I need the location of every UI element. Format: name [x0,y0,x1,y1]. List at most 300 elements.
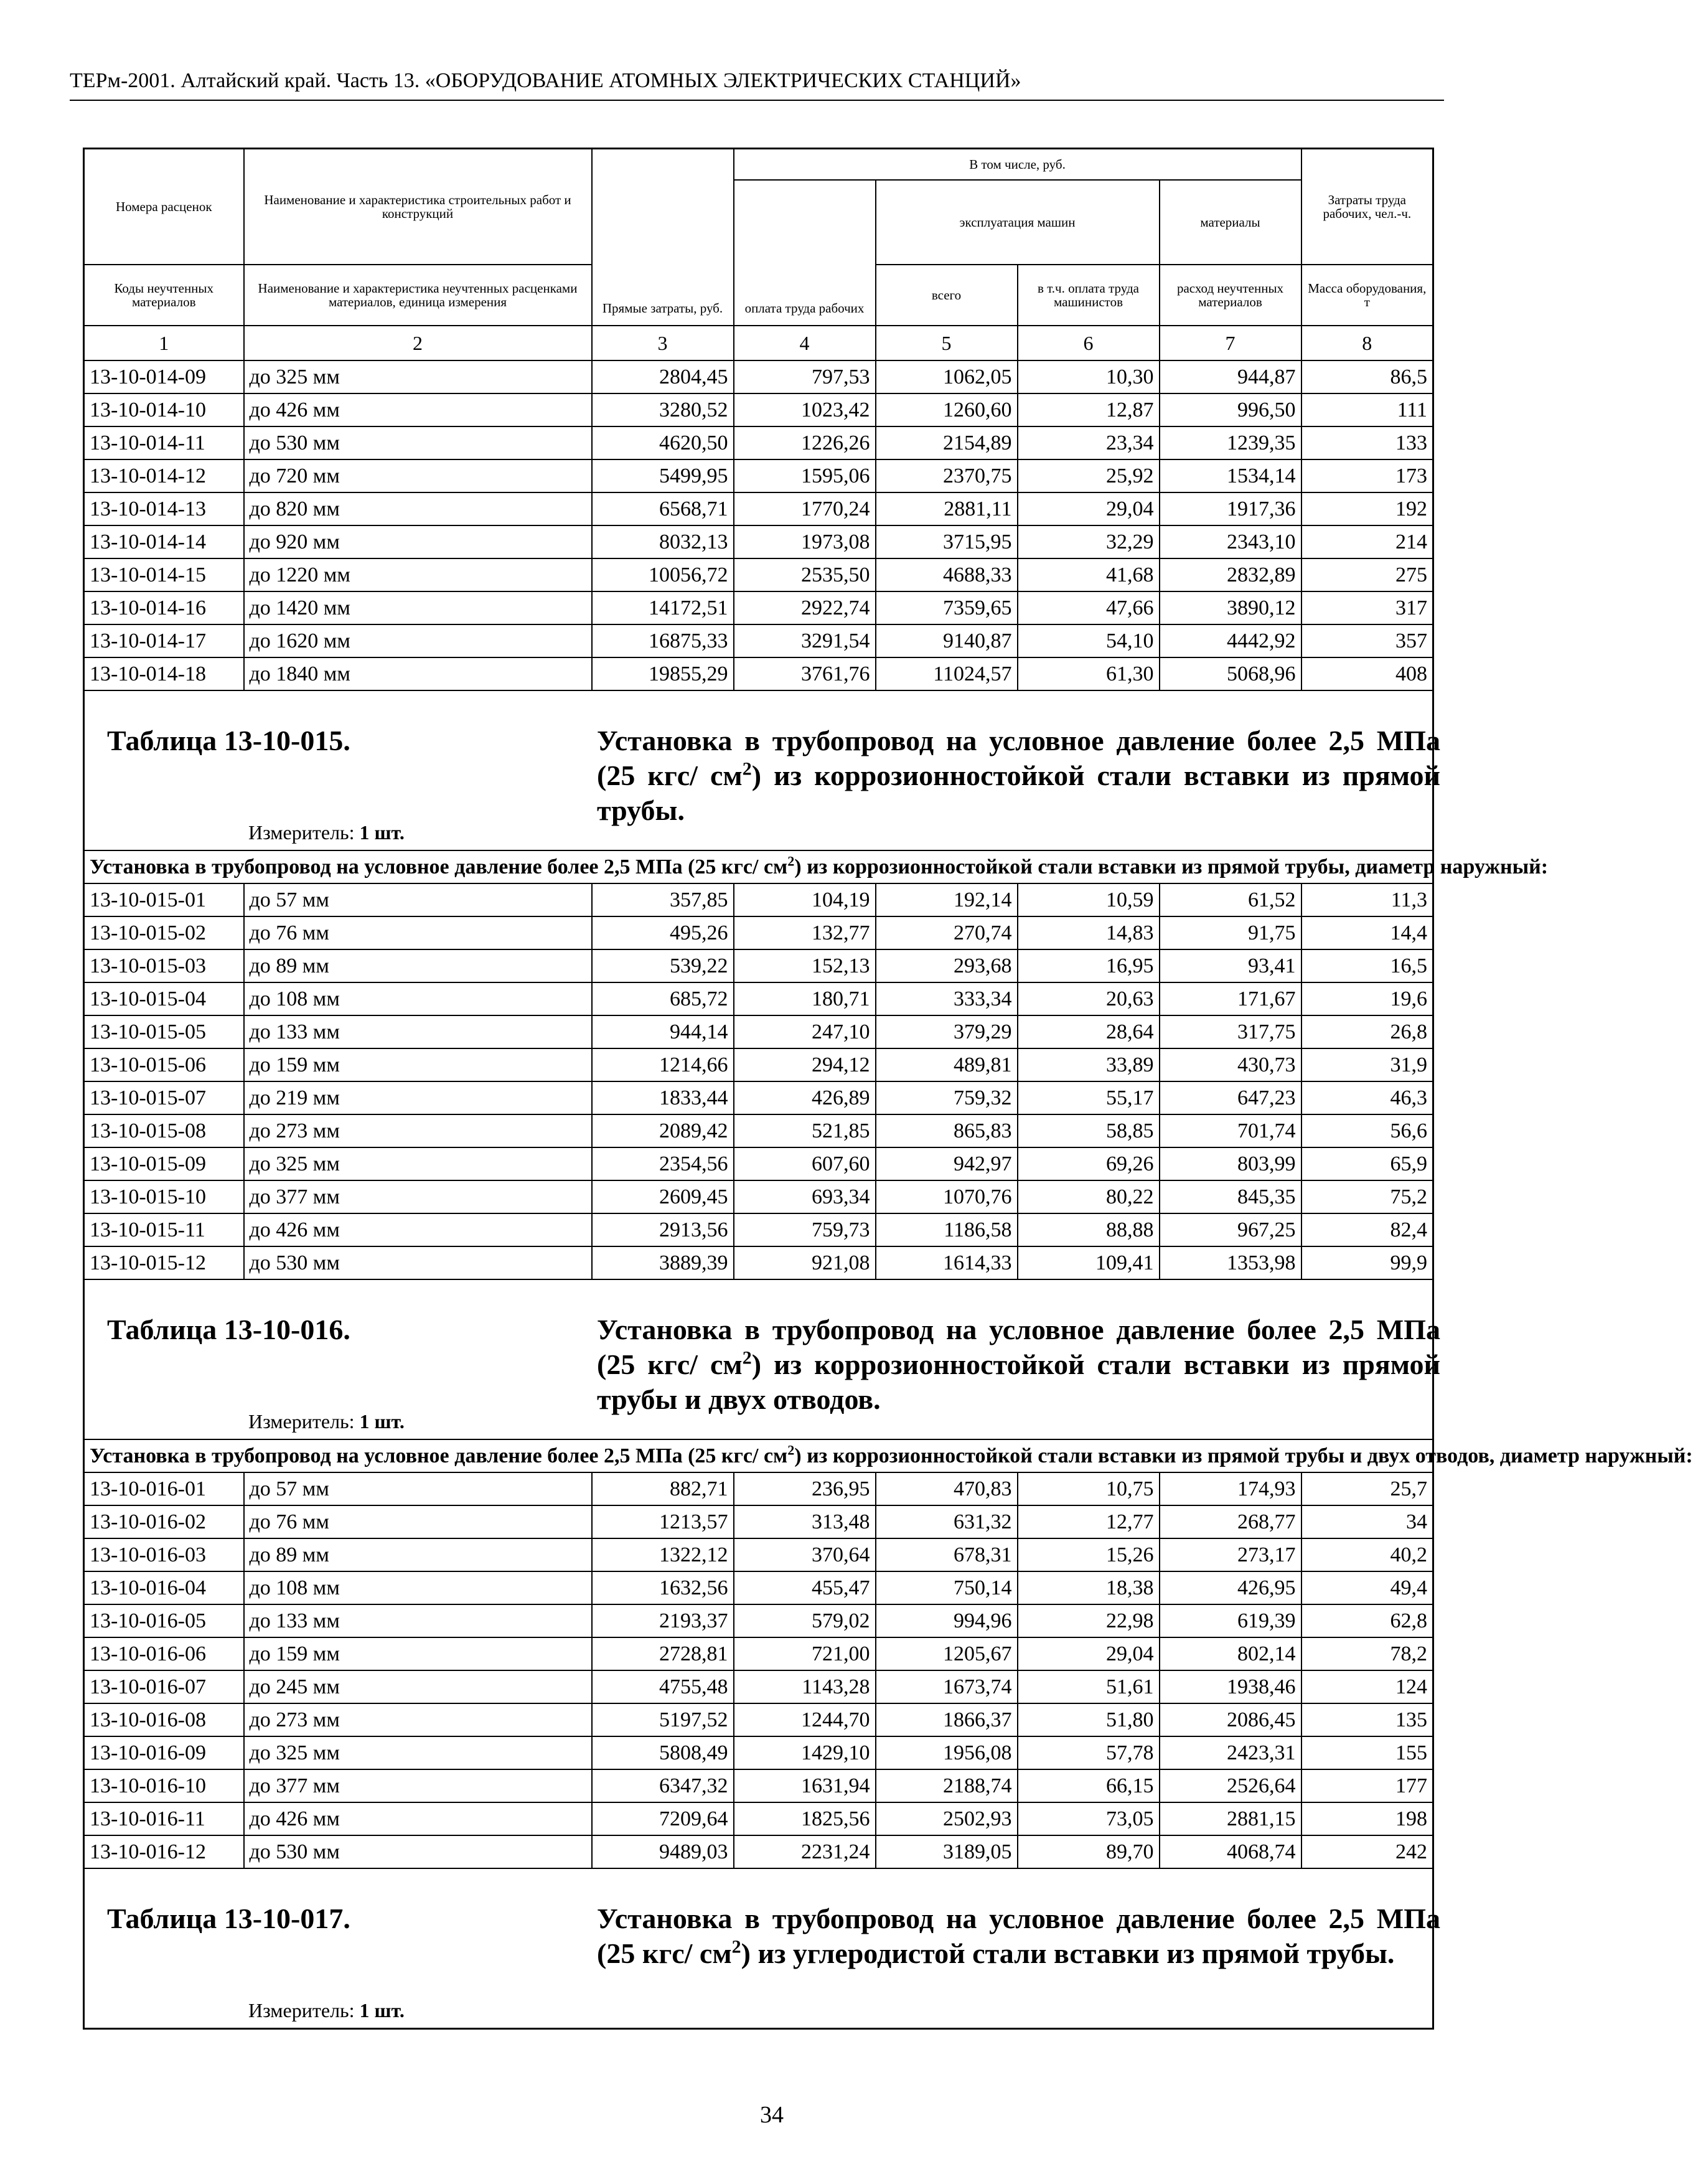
materials: 2526,64 [1160,1769,1301,1802]
rate-code: 13-10-016-05 [84,1604,244,1637]
table-number: Таблица 13-10-015. [107,725,350,756]
rate-code: 13-10-015-09 [84,1147,244,1180]
direct-costs: 2089,42 [592,1114,734,1147]
table-title-text: Установка в трубопровод на условное давление более 2,5 МПа (25 кгс/ см [597,1314,1440,1380]
operator-wages: 80,22 [1018,1180,1160,1213]
operator-wages: 12,77 [1018,1505,1160,1538]
table-row [84,949,1433,982]
operator-wages: 61,30 [1018,657,1160,690]
rate-code: 13-10-014-09 [84,360,244,393]
direct-costs: 14172,51 [592,591,734,624]
rate-code: 13-10-015-06 [84,1048,244,1081]
materials: 2343,10 [1160,525,1301,558]
table-row [84,1637,1433,1670]
col-number: 3 [592,326,734,360]
worker-wages: 1973,08 [734,525,876,558]
subheading-row [84,850,1433,883]
measurement-label: Измеритель: [248,1999,355,2022]
materials: 2881,15 [1160,1802,1301,1835]
table-title-sup: 2 [731,1936,741,1957]
subheading-text: Установка в трубопровод на условное давление более 2,5 МПа (25 кгс/ см [90,855,788,878]
table-row [84,426,1433,459]
worker-wages: 607,60 [734,1147,876,1180]
item-name: до 720 мм [244,459,592,492]
table-title-text: Установка в трубопровод на условное давление более 2,5 МПа (25 кгс/ см [597,725,1440,791]
item-name: до 1840 мм [244,657,592,690]
rate-code: 13-10-016-10 [84,1769,244,1802]
direct-costs: 1322,12 [592,1538,734,1571]
direct-costs: 5808,49 [592,1736,734,1769]
equipment-mass: 173 [1301,459,1433,492]
machine-costs: 470,83 [876,1472,1018,1505]
rate-code: 13-10-014-18 [84,657,244,690]
rate-code: 13-10-014-11 [84,426,244,459]
rate-code: 13-10-015-08 [84,1114,244,1147]
operator-wages: 33,89 [1018,1048,1160,1081]
item-name: до 377 мм [244,1769,592,1802]
materials: 171,67 [1160,982,1301,1015]
table-row [84,624,1433,657]
table-row [84,393,1433,426]
table-title [597,1901,1440,1971]
col-header-direct: Прямые затраты, руб. [592,149,734,326]
machine-costs: 2370,75 [876,459,1018,492]
item-name: до 108 мм [244,982,592,1015]
machine-costs: 11024,57 [876,657,1018,690]
operator-wages: 89,70 [1018,1835,1160,1868]
direct-costs: 6347,32 [592,1769,734,1802]
materials: 619,39 [1160,1604,1301,1637]
machine-costs: 759,32 [876,1081,1018,1114]
direct-costs: 357,85 [592,883,734,916]
direct-costs: 9489,03 [592,1835,734,1868]
worker-wages: 3761,76 [734,657,876,690]
machine-costs: 631,32 [876,1505,1018,1538]
machine-costs: 750,14 [876,1571,1018,1604]
equipment-mass: 275 [1301,558,1433,591]
rates-table [83,148,1693,2030]
operator-wages: 22,98 [1018,1604,1160,1637]
machine-costs: 1062,05 [876,360,1018,393]
machine-costs: 7359,65 [876,591,1018,624]
worker-wages: 1429,10 [734,1736,876,1769]
rate-code: 13-10-014-13 [84,492,244,525]
machine-costs: 333,34 [876,982,1018,1015]
worker-wages: 294,12 [734,1048,876,1081]
equipment-mass: 135 [1301,1703,1433,1736]
table-row [84,1835,1433,1868]
operator-wages: 51,61 [1018,1670,1160,1703]
section-subheading [84,850,1549,883]
table-row [84,1736,1433,1769]
item-name: до 57 мм [244,1472,592,1505]
col-header-machines: эксплуатация машин [876,180,1160,265]
item-name: до 57 мм [244,883,592,916]
subheading-text: ) из коррозионностойкой стали вставки из прямой трубы и двух отводов, диаметр наружный: [794,1444,1693,1467]
table-row [84,657,1433,690]
equipment-mass: 40,2 [1301,1538,1433,1571]
worker-wages: 1244,70 [734,1703,876,1736]
materials: 944,87 [1160,360,1301,393]
item-name: до 159 мм [244,1048,592,1081]
worker-wages: 426,89 [734,1081,876,1114]
equipment-mass: 31,9 [1301,1048,1433,1081]
rate-code: 13-10-014-10 [84,393,244,426]
machine-costs: 2188,74 [876,1769,1018,1802]
direct-costs: 495,26 [592,916,734,949]
col-header-name: Наименование и характеристика строительных работ и конструкций [244,149,592,265]
equipment-mass: 198 [1301,1802,1433,1835]
materials: 803,99 [1160,1147,1301,1180]
direct-costs: 1833,44 [592,1081,734,1114]
direct-costs: 5197,52 [592,1703,734,1736]
table-row [84,360,1433,393]
equipment-mass: 214 [1301,525,1433,558]
table-row [84,1670,1433,1703]
table-title-text: ) из коррозионностойкой стали вставки из прямой трубы. [597,760,1440,826]
col-header-total: всего [876,265,1018,326]
measurement-label: Измеритель: [248,1410,355,1433]
measurement-unit [248,1998,405,2023]
worker-wages: 1631,94 [734,1769,876,1802]
item-name: до 426 мм [244,1213,592,1246]
measurement-value: 1 шт. [359,1999,405,2022]
operator-wages: 28,64 [1018,1015,1160,1048]
item-name: до 89 мм [244,949,592,982]
worker-wages: 247,10 [734,1015,876,1048]
running-header: ТЕРм-2001. Алтайский край. Часть 13. «ОБОРУДОВАНИЕ АТОМНЫХ ЭЛЕКТРИЧЕСКИХ СТАНЦИЙ» [70,67,1444,101]
direct-costs: 6568,71 [592,492,734,525]
rate-code: 13-10-015-02 [84,916,244,949]
materials: 1534,14 [1160,459,1301,492]
materials: 647,23 [1160,1081,1301,1114]
table-heading-016 [90,1280,1440,1439]
col-number: 7 [1160,326,1301,360]
direct-costs: 3280,52 [592,393,734,426]
materials: 317,75 [1160,1015,1301,1048]
table-row [84,916,1433,949]
worker-wages: 370,64 [734,1538,876,1571]
equipment-mass: 111 [1301,393,1433,426]
rate-code: 13-10-016-06 [84,1637,244,1670]
rate-code: 13-10-015-03 [84,949,244,982]
operator-wages: 10,30 [1018,360,1160,393]
col-header-codes: Номера расценок [84,149,244,265]
materials: 1353,98 [1160,1246,1301,1279]
direct-costs: 539,22 [592,949,734,982]
equipment-mass: 357 [1301,624,1433,657]
machine-costs: 1205,67 [876,1637,1018,1670]
worker-wages: 3291,54 [734,624,876,657]
equipment-mass: 177 [1301,1769,1433,1802]
equipment-mass: 49,4 [1301,1571,1433,1604]
rate-code: 13-10-016-08 [84,1703,244,1736]
measurement-unit [248,1409,405,1434]
item-name: до 273 мм [244,1114,592,1147]
subheading-text: Установка в трубопровод на условное давление более 2,5 МПа (25 кгс/ см [90,1444,788,1467]
table-row [84,1180,1433,1213]
equipment-mass: 133 [1301,426,1433,459]
item-name: до 377 мм [244,1180,592,1213]
table-row [84,1213,1433,1246]
worker-wages: 759,73 [734,1213,876,1246]
worker-wages: 236,95 [734,1472,876,1505]
materials: 3890,12 [1160,591,1301,624]
materials: 430,73 [1160,1048,1301,1081]
item-name: до 219 мм [244,1081,592,1114]
machine-costs: 1186,58 [876,1213,1018,1246]
operator-wages: 88,88 [1018,1213,1160,1246]
item-name: до 1620 мм [244,624,592,657]
item-name: до 530 мм [244,1246,592,1279]
machine-costs: 865,83 [876,1114,1018,1147]
table-row [84,1769,1433,1802]
operator-wages: 66,15 [1018,1769,1160,1802]
item-name: до 530 мм [244,426,592,459]
item-name: до 325 мм [244,1736,592,1769]
direct-costs: 4755,48 [592,1670,734,1703]
subheading-row [84,1439,1433,1472]
equipment-mass: 86,5 [1301,360,1433,393]
machine-costs: 994,96 [876,1604,1018,1637]
worker-wages: 521,85 [734,1114,876,1147]
table-row [84,459,1433,492]
table-heading-015 [90,691,1440,850]
worker-wages: 579,02 [734,1604,876,1637]
worker-wages: 1023,42 [734,393,876,426]
direct-costs: 1632,56 [592,1571,734,1604]
table-title [597,1312,1440,1417]
rate-code: 13-10-016-03 [84,1538,244,1571]
materials: 4442,92 [1160,624,1301,657]
operator-wages: 23,34 [1018,426,1160,459]
item-name: до 530 мм [244,1835,592,1868]
operator-wages: 58,85 [1018,1114,1160,1147]
operator-wages: 20,63 [1018,982,1160,1015]
worker-wages: 1825,56 [734,1802,876,1835]
table-number: Таблица 13-10-016. [107,1314,350,1345]
operator-wages: 47,66 [1018,591,1160,624]
worker-wages: 721,00 [734,1637,876,1670]
item-name: до 426 мм [244,1802,592,1835]
item-name: до 1220 мм [244,558,592,591]
item-name: до 76 мм [244,1505,592,1538]
machine-costs: 270,74 [876,916,1018,949]
materials: 61,52 [1160,883,1301,916]
item-name: до 325 мм [244,1147,592,1180]
item-name: до 133 мм [244,1015,592,1048]
equipment-mass: 99,9 [1301,1246,1433,1279]
col-header-name2: Наименование и характеристика неучтенных расценками материалов, единица измерения [244,265,592,326]
col-header-codes2: Коды неучтенных материалов [84,265,244,326]
materials: 4068,74 [1160,1835,1301,1868]
table-row [84,1571,1433,1604]
equipment-mass: 155 [1301,1736,1433,1769]
materials: 802,14 [1160,1637,1301,1670]
col-number: 8 [1301,326,1433,360]
worker-wages: 104,19 [734,883,876,916]
rate-code: 13-10-014-12 [84,459,244,492]
materials: 174,93 [1160,1472,1301,1505]
item-name: до 108 мм [244,1571,592,1604]
col-number: 1 [84,326,244,360]
equipment-mass: 25,7 [1301,1472,1433,1505]
direct-costs: 5499,95 [592,459,734,492]
table-title-sup: 2 [742,758,752,779]
table-title-text: Установка в трубопровод на условное давление более 2,5 МПа (25 кгс/ см [597,1903,1440,1969]
worker-wages: 693,34 [734,1180,876,1213]
worker-wages: 132,77 [734,916,876,949]
item-name: до 820 мм [244,492,592,525]
direct-costs: 16875,33 [592,624,734,657]
rate-code: 13-10-015-11 [84,1213,244,1246]
worker-wages: 1226,26 [734,426,876,459]
table-title-text: ) из коррозионностойкой стали вставки из прямой трубы и двух отводов. [597,1349,1440,1415]
equipment-mass: 82,4 [1301,1213,1433,1246]
item-name: до 1420 мм [244,591,592,624]
materials: 1938,46 [1160,1670,1301,1703]
measurement-unit [248,820,405,845]
operator-wages: 32,29 [1018,525,1160,558]
machine-costs: 1866,37 [876,1703,1018,1736]
materials: 2423,31 [1160,1736,1301,1769]
direct-costs: 2354,56 [592,1147,734,1180]
equipment-mass: 317 [1301,591,1433,624]
subheading-sup: 2 [787,1442,795,1458]
col-number: 6 [1018,326,1160,360]
rate-code: 13-10-015-04 [84,982,244,1015]
worker-wages: 1770,24 [734,492,876,525]
rate-code: 13-10-016-01 [84,1472,244,1505]
machine-costs: 1070,76 [876,1180,1018,1213]
col-number: 5 [876,326,1018,360]
operator-wages: 15,26 [1018,1538,1160,1571]
table-row [84,1703,1433,1736]
machine-costs: 1614,33 [876,1246,1018,1279]
col-header-labor: Затраты труда рабочих, чел.-ч. [1301,149,1433,265]
machine-costs: 9140,87 [876,624,1018,657]
section-subheading [84,1439,1693,1472]
materials: 91,75 [1160,916,1301,949]
table-row [84,558,1433,591]
item-name: до 273 мм [244,1703,592,1736]
operator-wages: 14,83 [1018,916,1160,949]
rate-code: 13-10-014-17 [84,624,244,657]
operator-wages: 10,59 [1018,883,1160,916]
machine-costs: 489,81 [876,1048,1018,1081]
operator-wages: 57,78 [1018,1736,1160,1769]
machine-costs: 942,97 [876,1147,1018,1180]
table-row [84,1114,1433,1147]
table-row [84,591,1433,624]
operator-wages: 54,10 [1018,624,1160,657]
machine-costs: 3715,95 [876,525,1018,558]
col-header-consumption: расход неучтенных материалов [1160,265,1301,326]
machine-costs: 3189,05 [876,1835,1018,1868]
measurement-value: 1 шт. [359,821,405,844]
rate-code: 13-10-015-01 [84,883,244,916]
operator-wages: 29,04 [1018,1637,1160,1670]
equipment-mass: 26,8 [1301,1015,1433,1048]
table-heading-017 [90,1869,1440,2028]
operator-wages: 55,17 [1018,1081,1160,1114]
machine-costs: 293,68 [876,949,1018,982]
table-row [84,1802,1433,1835]
table-row [84,1246,1433,1279]
operator-wages: 51,80 [1018,1703,1160,1736]
worker-wages: 313,48 [734,1505,876,1538]
worker-wages: 797,53 [734,360,876,393]
rate-code: 13-10-015-05 [84,1015,244,1048]
table-heading-row [84,1279,1433,1439]
equipment-mass: 192 [1301,492,1433,525]
equipment-mass: 65,9 [1301,1147,1433,1180]
item-name: до 920 мм [244,525,592,558]
direct-costs: 2728,81 [592,1637,734,1670]
machine-costs: 2154,89 [876,426,1018,459]
direct-costs: 1214,66 [592,1048,734,1081]
equipment-mass: 11,3 [1301,883,1433,916]
subheading-text: ) из коррозионностойкой стали вставки из прямой трубы, диаметр наружный: [794,855,1549,878]
table-number: Таблица 13-10-017. [107,1903,350,1934]
column-numbers-row [84,326,1433,360]
col-header-wage: оплата труда рабочих [734,180,876,326]
machine-costs: 2881,11 [876,492,1018,525]
rate-code: 13-10-016-11 [84,1802,244,1835]
machine-costs: 1956,08 [876,1736,1018,1769]
direct-costs: 944,14 [592,1015,734,1048]
col-number: 4 [734,326,876,360]
table-row [84,1015,1433,1048]
operator-wages: 16,95 [1018,949,1160,982]
equipment-mass: 56,6 [1301,1114,1433,1147]
item-name: до 245 мм [244,1670,592,1703]
operator-wages: 109,41 [1018,1246,1160,1279]
table-title-sup: 2 [742,1347,752,1368]
direct-costs: 19855,29 [592,657,734,690]
direct-costs: 1213,57 [592,1505,734,1538]
measurement-label: Измеритель: [248,821,355,844]
table-row [84,492,1433,525]
operator-wages: 18,38 [1018,1571,1160,1604]
machine-costs: 1673,74 [876,1670,1018,1703]
table-row [84,1048,1433,1081]
col-number: 2 [244,326,592,360]
operator-wages: 29,04 [1018,492,1160,525]
direct-costs: 4620,50 [592,426,734,459]
operator-wages: 69,26 [1018,1147,1160,1180]
machine-costs: 379,29 [876,1015,1018,1048]
page-number: 34 [760,2102,784,2128]
materials: 93,41 [1160,949,1301,982]
materials: 2832,89 [1160,558,1301,591]
direct-costs: 882,71 [592,1472,734,1505]
materials: 426,95 [1160,1571,1301,1604]
table-row [84,525,1433,558]
direct-costs: 7209,64 [592,1802,734,1835]
equipment-mass: 34 [1301,1505,1433,1538]
col-header-incl: В том числе, руб. [734,149,1301,181]
direct-costs: 10056,72 [592,558,734,591]
equipment-mass: 19,6 [1301,982,1433,1015]
operator-wages: 25,92 [1018,459,1160,492]
col-header-incl-wage: в т.ч. оплата труда машинистов [1018,265,1160,326]
col-header-materials: материалы [1160,180,1301,265]
col-header-mass: Масса оборудования, т [1301,265,1433,326]
rate-code: 13-10-016-04 [84,1571,244,1604]
direct-costs: 8032,13 [592,525,734,558]
table-row [84,1147,1433,1180]
